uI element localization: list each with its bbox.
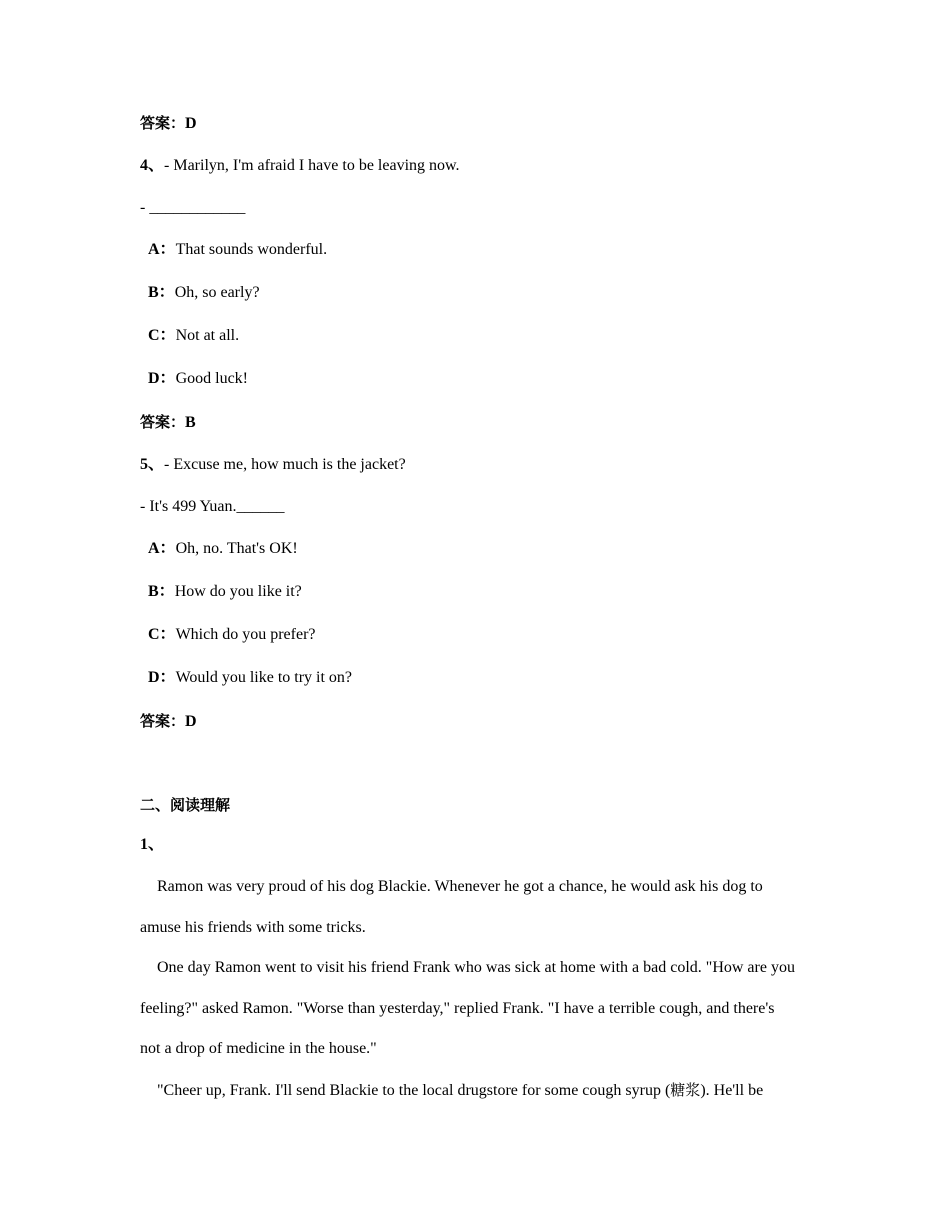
answer-value: B xyxy=(185,414,196,431)
item-number: 1、 xyxy=(140,836,165,853)
passage-text: ). He'll be xyxy=(700,1082,764,1099)
answer-label: 答案： xyxy=(140,712,186,730)
option-letter: B： xyxy=(148,284,175,301)
option-letter: D： xyxy=(148,669,176,686)
passage-line: One day Ramon went to visit his friend Frank who was sick at home with a bad cold. "How are you xyxy=(157,959,795,976)
option-letter: A： xyxy=(148,241,176,258)
answer-value: D xyxy=(185,713,197,730)
passage-line: Ramon was very proud of his dog Blackie. Whenever he got a chance, he would ask his dog to xyxy=(157,878,763,895)
section-heading: 二、阅读理解 xyxy=(140,796,231,814)
q5-response: - It's 499 Yuan.______ xyxy=(140,498,285,515)
q4-answer xyxy=(140,412,196,433)
option-text: Would you like to try it on? xyxy=(175,669,353,686)
q5-option-a xyxy=(148,539,298,559)
question-number: 5、 xyxy=(140,456,165,473)
option-text: Good luck! xyxy=(175,370,248,387)
q4-option-b xyxy=(148,283,260,303)
q5-prompt xyxy=(140,455,406,475)
passage-line: amuse his friends with some tricks. xyxy=(140,919,366,936)
option-letter: C： xyxy=(148,327,176,344)
answer-value: D xyxy=(185,115,197,132)
option-text: That sounds wonderful. xyxy=(175,241,328,258)
option-letter: D： xyxy=(148,370,176,387)
option-text: Which do you prefer? xyxy=(175,626,316,643)
q4-option-a xyxy=(148,240,327,260)
q4-option-d xyxy=(148,369,248,389)
option-letter: C： xyxy=(148,626,176,643)
question-text: - Marilyn, I'm afraid I have to be leaving now. xyxy=(164,157,460,174)
option-letter: B： xyxy=(148,583,175,600)
option-letter: A： xyxy=(148,540,176,557)
passage-chinese-gloss: 糖浆 xyxy=(670,1081,701,1099)
option-text: Oh, so early? xyxy=(174,284,260,301)
passage-line: not a drop of medicine in the house." xyxy=(140,1040,377,1057)
option-text: Oh, no. That's OK! xyxy=(175,540,298,557)
q4-option-c xyxy=(148,326,239,346)
question-text: - Excuse me, how much is the jacket? xyxy=(164,456,406,473)
option-text: Not at all. xyxy=(175,327,240,344)
q4-response: - ____________ xyxy=(140,199,246,216)
q5-answer xyxy=(140,711,197,732)
q4-prompt xyxy=(140,156,460,176)
passage-line xyxy=(157,1080,763,1101)
q5-option-c xyxy=(148,625,316,645)
passage-line: feeling?" asked Ramon. "Worse than yesterday," replied Frank. "I have a terrible cough, and there's xyxy=(140,1000,775,1017)
answer-label: 答案： xyxy=(140,114,186,132)
passage-text: "Cheer up, Frank. I'll send Blackie to the local drugstore for some cough syrup ( xyxy=(157,1082,671,1099)
q5-option-d xyxy=(148,668,352,688)
question-number: 4、 xyxy=(140,157,165,174)
answer-label: 答案： xyxy=(140,413,186,431)
q3-answer xyxy=(140,113,197,134)
q5-option-b xyxy=(148,582,302,602)
option-text: How do you like it? xyxy=(174,583,302,600)
